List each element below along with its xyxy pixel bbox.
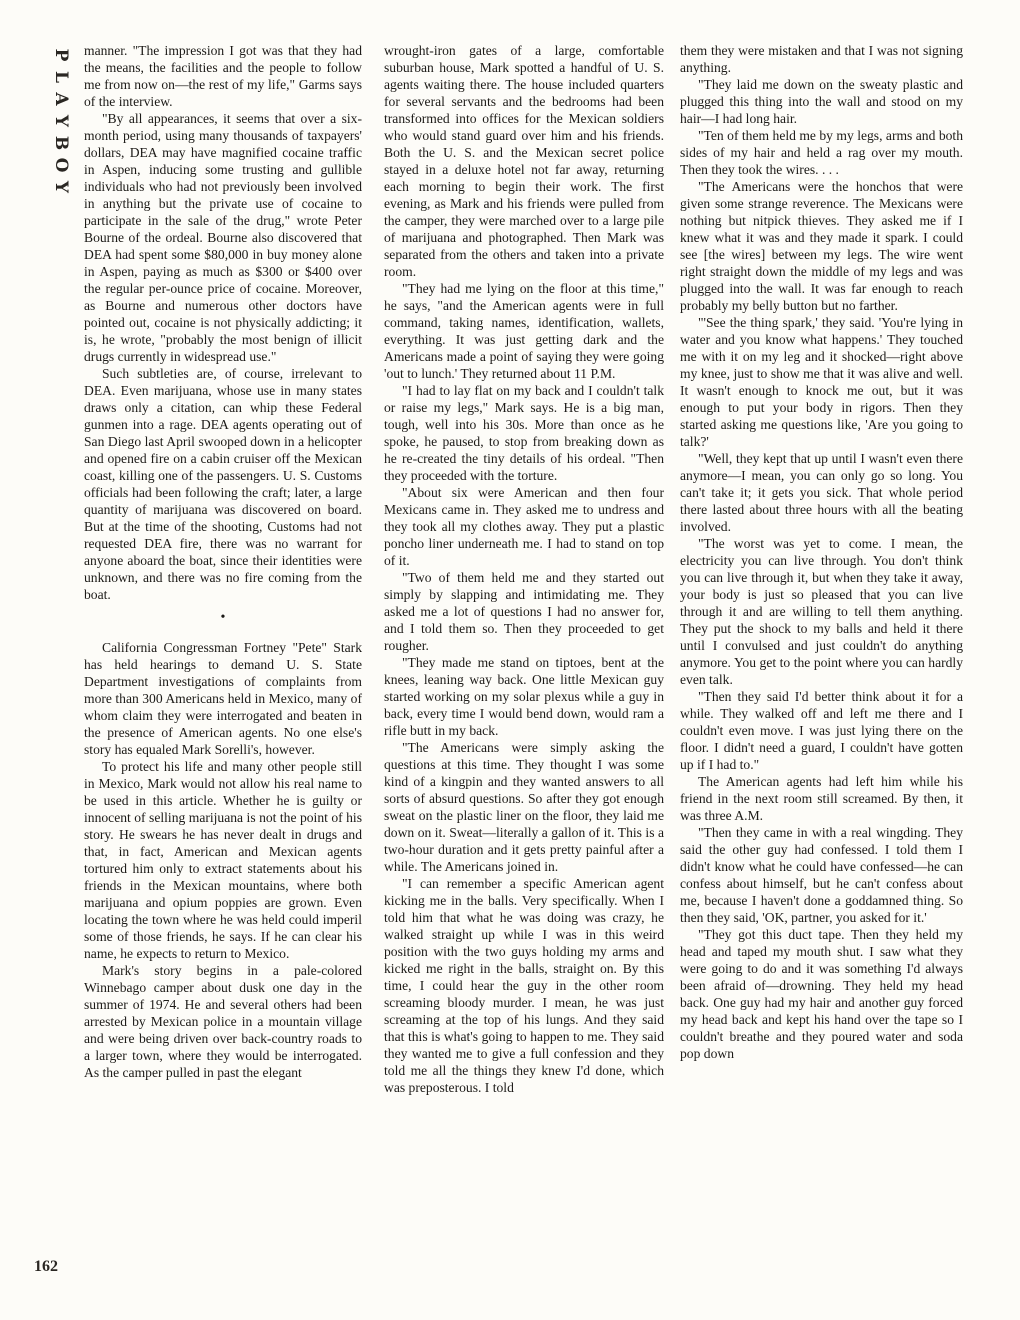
paragraph: "Well, they kept that up until I wasn't even there anymore—I mean, you can only go so long. You can't take it; it gets you sick. That whole period there lasted about three hours with all the beating involved.: [680, 451, 963, 534]
paragraph: To protect his life and many other people still in Mexico, Mark would not allow his real name to be used in this article. Whether he is guilty or innocent of selling marijuana is not the point of his story. He swears he has never dealt in drugs and that, in fact, American and Mexican agents tortured him only to extract statements about his friends in the Mexican mountains, where both marijuana and opium poppies are grown. Even locating the town where he was held could imperil some of those friends, he says. If he can clear his name, he expects to return to Mexico.: [84, 759, 362, 961]
magazine-masthead: [50, 44, 72, 198]
paragraph: California Congressman Fortney "Pete" Stark has held hearings to demand U. S. State Department investigations of complaints from more than 300 Americans held in Mexico, many of whom claim they were interrogated and beaten in the presence of American agents. No one else's story has equaled Mark Sorelli's, however.: [84, 640, 362, 757]
paragraph: "The Americans were simply asking the questions at this time. They thought I was some kind of a kingpin and they wanted answers to all sorts of absurd questions. So after they got enough sweat on the plastic liner on the floor, they laid me down on it. Sweat—literally a gallon of it. This is a two-hour duration and it gets pretty painful after a while. The Americans joined in.: [384, 740, 664, 874]
masthead-letter: B: [51, 135, 71, 151]
paragraph: "They got this duct tape. Then they held my head and taped my mouth shut. I saw what they were going to do and it was something I'd always been afraid of—drowning. They held my head back. One guy had my hair and another guy forced my head back and kept his hand over the tape so I couldn't breathe and they poured water and soda pop down: [680, 927, 963, 1061]
paragraph: "Then they said I'd better think about it for a while. They walked off and left me there and I couldn't even move. I was just lying there on the floor. I didn't need a guard, I couldn't have gotten up if I had to.": [680, 689, 963, 772]
section-separator: •: [220, 610, 226, 625]
paragraph: Mark's story begins in a pale-colored Winnebago camper about dusk one day in the summer of 1974. He and several others had been arrested by Mexican police in a mountain village and were being driven over back-country roads to a larger town, where they would be interrogated. As the camper pulled in past the elegant: [84, 963, 362, 1080]
paragraph: "'See the thing spark,' they said. 'You're lying in water and you know what happens.' They touched me with it on my leg and it shocked—right above my knee, just to show me that it was alive and well. It wasn't enough to knock me out, but it was enough to put your body in rigors. Then they started asking me questions like, 'Are you going to talk?': [680, 315, 963, 449]
paragraph: "By all appearances, it seems that over a six-month period, using many thousands of taxpayers' dollars, DEA may have magnified cocaine traffic in Aspen, inducing some trusting and gullible individuals who had not previously been involved in anything but the private use of cocaine to participate in the sale of the drug," wrote Peter Bourne of the ordeal. Bourne also discovered that DEA had spent some $80,000 in buy money alone in Aspen, paying as much as $300 or $400 over the regular per-ounce price of cocaine. Moreover, as Bourne and numerous other doctors have pointed out, cocaine is not physically addicting; it is, he wrote, "probably the most benign of illicit drugs currently in widespread use.": [84, 111, 362, 364]
masthead-letter: Y: [51, 180, 71, 194]
paragraph: The American agents had left him while his friend in the next room still screamed. By then, it was three A.M.: [680, 774, 963, 823]
paragraph: "They made me stand on tiptoes, bent at the knees, leaning way back. One little Mexican guy started working on my solar plexus while a guy in back, every time I would bend down, would ram a rifle butt in my back.: [384, 655, 664, 738]
text-column-1: [84, 42, 362, 1081]
text-column-3: [680, 42, 963, 1062]
masthead-letter: L: [51, 71, 71, 83]
paragraph: "Then they came in with a real wingding. They said the other guy had confessed. I told them I didn't know what he could have confessed—he can confess about himself, but he can't confess about me, because I haven't done a goddamned thing. So then they said, 'OK, partner, you asked for it.': [680, 825, 963, 925]
paragraph: manner. "The impression I got was that they had the means, the facilities and the people to follow me from now on—the rest of my life," Garms says of the interview.: [84, 43, 362, 109]
paragraph: "Ten of them held me by my legs, arms and both sides of my hair and held a rag over my mouth. Then they took the wires. . . .: [680, 128, 963, 177]
masthead-letter: Y: [51, 114, 71, 128]
paragraph: "Two of them held me and they started out simply by slapping and intimidating me. They asked me a lot of questions I had no answer for, and I told them so. Then they proceeded to get rougher.: [384, 570, 664, 653]
text-column-2: [384, 42, 664, 1096]
paragraph: "I had to lay flat on my back and I couldn't talk or raise my legs," Mark says. He is a big man, tough, well into his 30s. More than once as he spoke, he paused, to stop from breaking down as he re-created the tiny details of his ordeal. "Then they proceeded with the torture.: [384, 383, 664, 483]
masthead-letter: A: [51, 92, 71, 106]
paragraph: "They had me lying on the floor at this time," he says, "and the American agents were in full command, taking names, identification, wallets, everything. It was just getting dark and the Americans made a point of saying they were going 'out to lunch.' They returned about 11 P.M.: [384, 281, 664, 381]
paragraph: them they were mistaken and that I was not signing anything.: [680, 43, 963, 75]
paragraph: "The worst was yet to come. I mean, the electricity you can live through. You don't think you can live through it, but when they take it away, your body is just so pleased that you can live through it and are willing to tell them anything. They put the shock to my balls and held it there until I convulsed and just couldn't do anything anymore. You get to the point where you can hardly even talk.: [680, 536, 963, 687]
paragraph: "I can remember a specific American agent kicking me in the balls. Very specifically. When I told him that what he was doing was crazy, he walked straight up while I was in this weird position with the two guys holding my arms and kicked me right in the balls, straight on. By this time, I could hear the guy in the other room screaming bloody murder. I mean, he was just screaming at the top of his lungs. And they said that this is what's going to happen to me. They said they wanted me to give a full confession and they told me all the things they knew I'd done, which was preposterous. I told: [384, 876, 664, 1095]
paragraph: "The Americans were the honchos that were given some strange reverence. The Mexicans were nothing but nitpick thieves. They asked me if I knew what it was and they made it spark. I could see [the wires] between my legs. The wire went right straight down the middle of my legs and was plugged into the wall. It was far enough to reach probably my belly button but no farther.: [680, 179, 963, 313]
page-number: 162: [34, 1258, 58, 1275]
paragraph: wrought-iron gates of a large, comfortable suburban house, Mark spotted a handful of U. S. agents waiting there. The house included quarters for several servants and the bedrooms had been transformed into offices for the Mexican soldiers who would stand guard over him and his friends. Both the U. S. and the Mexican secret police stayed in a deluxe hotel not far away, returning each morning to begin their work. The first evening, as Mark and his friends were pulled from the camper, they were marched over to a large pile of marijuana and photographed. Then Mark was separated from the others and taken into a private room.: [384, 43, 664, 279]
masthead-letter: P: [51, 48, 71, 62]
paragraph: "They laid me down on the sweaty plastic and plugged this thing into the wall and stood on my hair—I had long hair.: [680, 77, 963, 126]
paragraph: "About six were American and then four Mexicans came in. They asked me to undress and they took all my clothes away. They put a plastic poncho liner underneath me. I had to stand on top of it.: [384, 485, 664, 568]
masthead-letter: O: [51, 157, 71, 173]
paragraph: Such subtleties are, of course, irrelevant to DEA. Even marijuana, whose use in many states draws only a citation, can whip these Federal gunmen into a rage. DEA agents operating out of San Diego last April swooped down in a helicopter and opened fire on a cabin cruiser off the Mexican coast, killing one of the passengers. U. S. Customs officials had been following the craft; later, a large quantity of marijuana was discovered on board. But at the time of the shooting, Customs had not requested DEA fire, there was no warrant for anyone aboard the boat, since their identities were unknown, and there was no fire coming from the boat.: [84, 366, 362, 602]
